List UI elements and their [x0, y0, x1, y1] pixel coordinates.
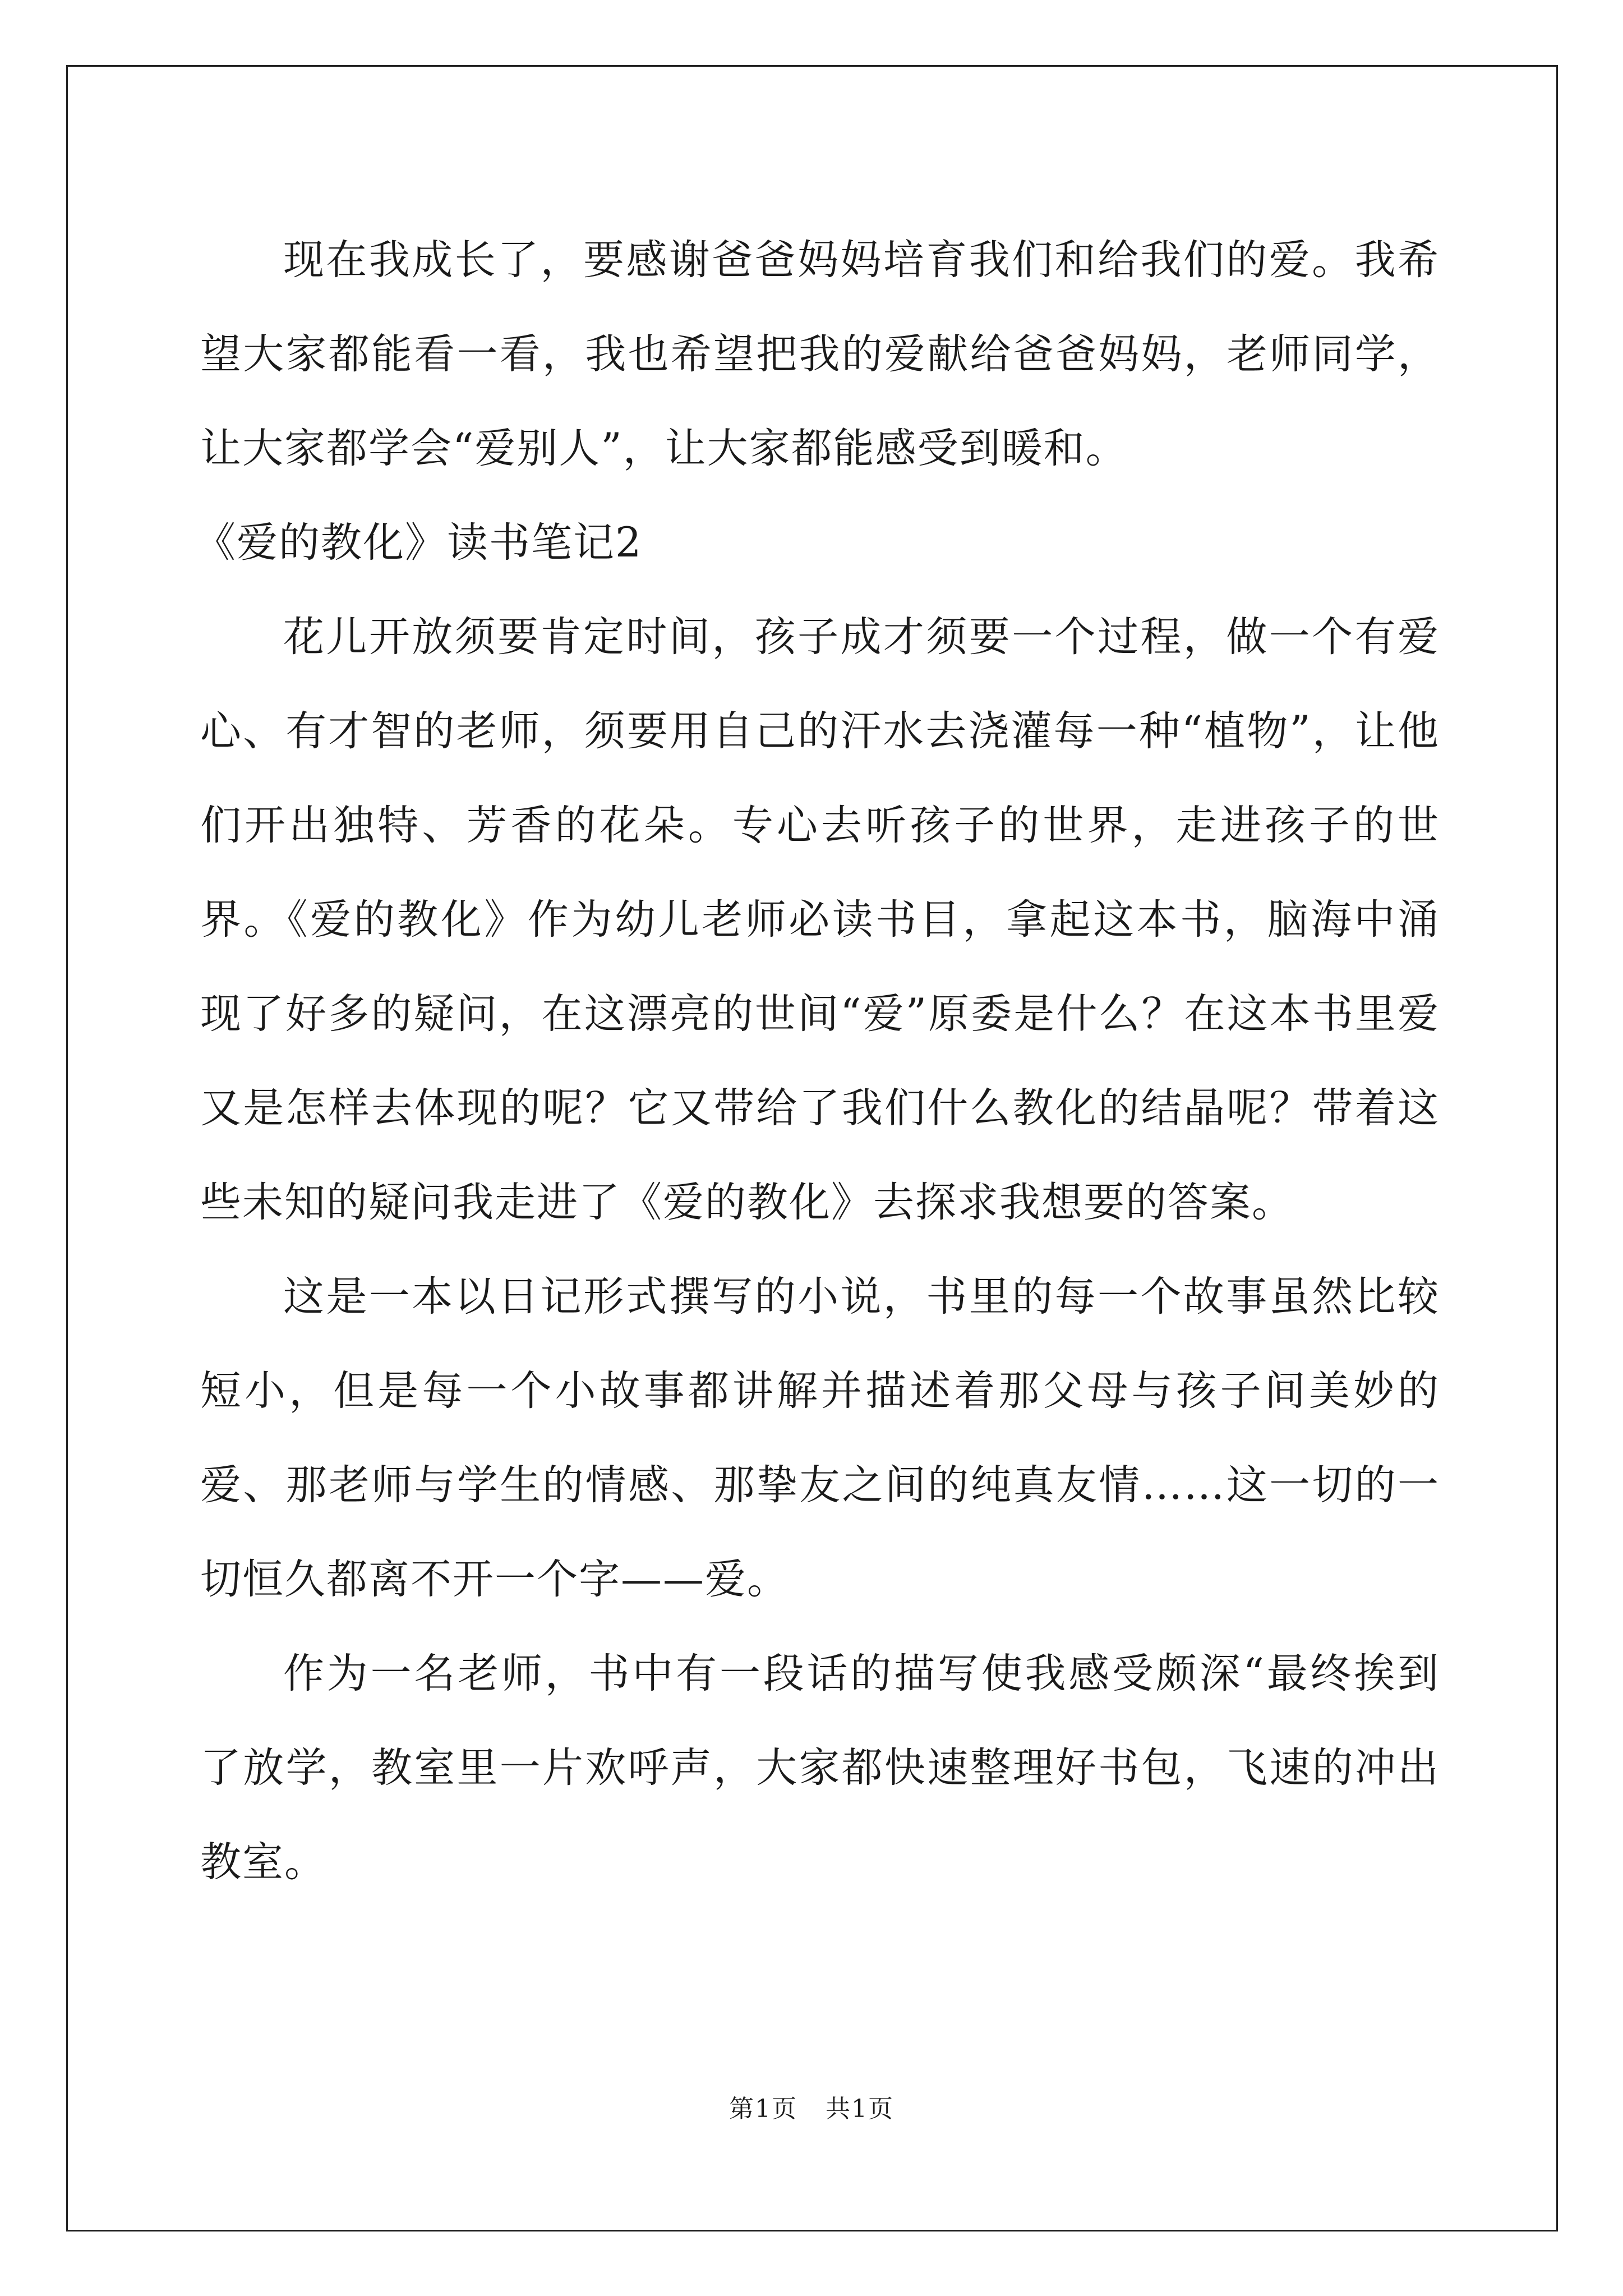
- page-total: 共1页: [826, 2095, 894, 2123]
- paragraph-1: 现在我成长了，要感谢爸爸妈妈培育我们和给我们的爱。我希望大家都能看一看，我也希望把我的爱献给爸爸妈妈，老师同学，让大家都学会“爱别人”，让大家都能感受到暖和。: [200, 236, 1440, 472]
- document-body: [195, 213, 1440, 1910]
- page-number: 第1页: [729, 2095, 797, 2123]
- paragraph-3: 这是一本以日记形式撰写的小说，书里的每一个故事虽然比较短小，但是每一个小故事都讲解并描述着那父母与孩子间美妙的爱、那老师与学生的情感、那挚友之间的纯真友情……这一切的一切恒久都离不开一个字——爱。: [200, 1273, 1440, 1603]
- paragraph-4: 作为一名老师，书中有一段话的描写使我感受颇深“最终挨到了放学，教室里一片欢呼声，大家都快速整理好书包，飞速的冲出教室。: [200, 1650, 1440, 1886]
- page-footer: [0, 2092, 1623, 2126]
- section-heading: 《爱的教化》读书笔记2: [195, 519, 643, 567]
- paragraph-2: 花儿开放须要肯定时间，孩子成才须要一个过程，做一个有爱心、有才智的老师，须要用自己的汗水去浇灌每一种“植物”，让他们开出独特、芳香的花朵。专心去听孩子的世界，走进孩子的世界。《爱的教化》作为幼儿老师必读书目，拿起这本书，脑海中涌现了好多的疑问，在这漂亮的世间“爱”原委是什么？在这本书里爱又是怎样去体现的呢？它又带给了我们什么教化的结晶呢？带着这些未知的疑问我走进了《爱的教化》去探求我想要的答案。: [200, 613, 1440, 1226]
